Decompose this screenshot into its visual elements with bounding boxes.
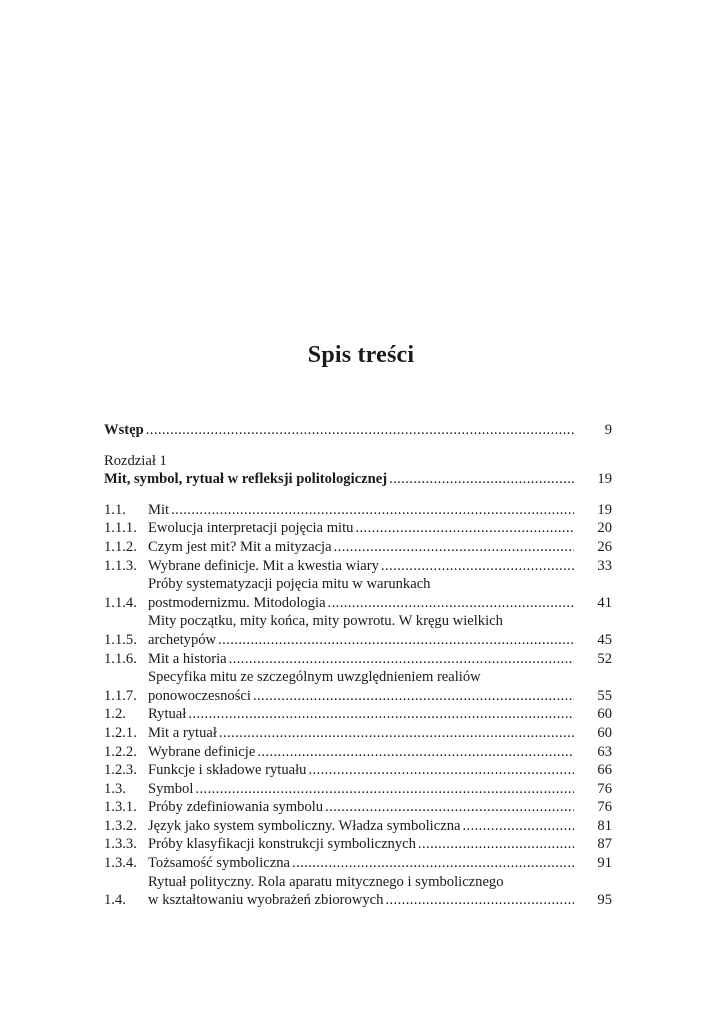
toc-entry[interactable] xyxy=(104,854,612,873)
toc-entry[interactable] xyxy=(104,743,612,762)
toc-entry-text: Próby klasyfikacji konstrukcji symbolicznych xyxy=(148,836,416,853)
chapter-title: Mit, symbol, rytuał w refleksji politologicznej xyxy=(104,471,388,488)
toc-entry[interactable] xyxy=(104,519,612,538)
toc-entry-text: Czym jest mit? Mit a mityzacja xyxy=(148,538,332,555)
toc-entry-text: w kształtowaniu wyobrażeń zbiorowych xyxy=(148,892,384,909)
dot-leader xyxy=(355,519,574,538)
toc-entry[interactable] xyxy=(104,705,612,724)
toc-section-number: 1.2.3. xyxy=(104,762,137,779)
toc-entry-text: Wybrane definicje xyxy=(148,743,256,760)
toc-entry-text: Rytuał polityczny. Rola aparatu mitycznego i symbolicznego xyxy=(148,873,504,890)
toc-entry[interactable] xyxy=(104,501,612,520)
dot-leader xyxy=(229,650,574,669)
toc-entry-text: Specyfika mitu ze szczególnym uwzględnieniem realiów xyxy=(148,669,481,686)
toc-section-number: 1.2.2. xyxy=(104,743,137,760)
toc-entry-text: ponowoczesności xyxy=(148,687,251,704)
toc-entry-text: Symbol xyxy=(148,780,194,797)
toc-page-number: 66 xyxy=(597,762,612,779)
toc-entry-text: Próby systematyzacji pojęcia mitu w warunkach xyxy=(148,576,431,593)
toc-entry[interactable] xyxy=(104,538,612,557)
toc-entry-text: Próby zdefiniowania symbolu xyxy=(148,799,324,816)
dot-leader xyxy=(325,798,574,817)
toc-entry-text: postmodernizmu. Mitodologia xyxy=(148,594,326,611)
toc-section-number: 1.3.4. xyxy=(104,855,137,872)
dot-leader xyxy=(462,817,574,836)
toc-entry-text: Wybrane definicje. Mit a kwestia wiary xyxy=(148,557,379,574)
toc-page-number: 81 xyxy=(597,817,612,834)
dot-leader xyxy=(389,470,574,489)
toc-entry[interactable] xyxy=(104,780,612,799)
toc-section-number: 1.1.7. xyxy=(104,687,137,704)
toc-entry-label: Wstęp xyxy=(104,422,144,438)
toc-section-number: 1.1.2. xyxy=(104,538,137,555)
toc-section-number: 1.1.1. xyxy=(104,520,137,537)
toc-page-number: 9 xyxy=(604,422,612,438)
toc-entry-text: Mit a rytuał xyxy=(148,724,217,741)
chapter-label: Rozdział 1 xyxy=(104,452,167,469)
dot-leader xyxy=(328,594,574,613)
toc-page-number: 20 xyxy=(597,520,612,537)
toc-section-number: 1.2. xyxy=(104,706,126,723)
toc-page-number: 76 xyxy=(597,780,612,797)
toc-page-number: 45 xyxy=(597,631,612,648)
toc-page-number: 95 xyxy=(597,892,612,909)
toc-page-number: 26 xyxy=(597,538,612,555)
toc-section-number: 1.3.1. xyxy=(104,799,137,816)
toc-entry[interactable] xyxy=(104,724,612,743)
toc-entry-preface[interactable] xyxy=(104,421,612,440)
toc-section-number: 1.1.3. xyxy=(104,557,137,574)
toc-page-number: 60 xyxy=(597,724,612,741)
dot-leader xyxy=(381,557,574,576)
toc-entry-text: Język jako system symboliczny. Władza symboliczna xyxy=(148,817,461,834)
dot-leader xyxy=(292,854,574,873)
toc-page-number: 52 xyxy=(597,650,612,667)
toc-section-number: 1.4. xyxy=(104,892,126,909)
toc-page-number: 60 xyxy=(597,706,612,723)
toc-page-number: 41 xyxy=(597,594,612,611)
toc-page-number: 19 xyxy=(597,501,612,518)
toc-entry-text: Rytuał xyxy=(148,706,187,723)
dot-leader xyxy=(257,743,574,762)
toc-page-number: 55 xyxy=(597,687,612,704)
toc-page-number: 91 xyxy=(597,855,612,872)
toc-entry-chapter-1[interactable] xyxy=(104,452,612,489)
dot-leader xyxy=(171,501,574,520)
toc-section-number: 1.1. xyxy=(104,501,126,518)
toc-section-number: 1.1.4. xyxy=(104,594,137,611)
toc-entry-text: Mity początku, mity końca, mity powrotu. W kręgu wielkich xyxy=(148,613,503,630)
toc-section-number: 1.3. xyxy=(104,780,126,797)
toc-entry[interactable] xyxy=(104,575,612,612)
toc-page-number: 76 xyxy=(597,799,612,816)
toc-page-number: 87 xyxy=(597,836,612,853)
dot-leader xyxy=(253,687,574,706)
toc-section-number: 1.3.3. xyxy=(104,836,137,853)
toc-entry-text: archetypów xyxy=(148,631,217,648)
dot-leader xyxy=(218,631,574,650)
dot-leader xyxy=(418,835,574,854)
toc-entry[interactable] xyxy=(104,873,612,910)
toc-page-number: 63 xyxy=(597,743,612,760)
toc-entry-text: Funkcje i składowe rytuału xyxy=(148,762,307,779)
toc-section-number: 1.3.2. xyxy=(104,817,137,834)
toc-entry-text: Tożsamość symboliczna xyxy=(148,855,291,872)
toc-entry[interactable] xyxy=(104,650,612,669)
toc-section-list xyxy=(104,501,612,910)
dot-leader xyxy=(188,705,574,724)
toc-page-number: 33 xyxy=(597,557,612,574)
toc-section-number: 1.1.5. xyxy=(104,631,137,648)
toc-entry-text: Mit a historia xyxy=(148,650,227,667)
dot-leader xyxy=(146,421,574,440)
dot-leader xyxy=(334,538,574,557)
toc-page-number: 19 xyxy=(597,471,612,488)
toc-entry[interactable] xyxy=(104,668,612,705)
toc-entry-text: Ewolucja interpretacji pojęcia mitu xyxy=(148,520,354,537)
page-title: Spis treści xyxy=(307,342,415,368)
toc-entry[interactable] xyxy=(104,612,612,649)
table-of-contents xyxy=(104,421,612,910)
toc-entry[interactable] xyxy=(104,761,612,780)
toc-entry[interactable] xyxy=(104,798,612,817)
dot-leader xyxy=(195,780,574,799)
dot-leader xyxy=(308,761,574,780)
toc-section-number: 1.1.6. xyxy=(104,650,137,667)
toc-entry[interactable] xyxy=(104,557,612,576)
toc-entry-text: Mit xyxy=(148,501,170,518)
dot-leader xyxy=(219,724,574,743)
dot-leader xyxy=(385,891,574,910)
toc-section-number: 1.2.1. xyxy=(104,724,137,741)
toc-entry[interactable] xyxy=(104,835,612,854)
toc-entry[interactable] xyxy=(104,817,612,836)
